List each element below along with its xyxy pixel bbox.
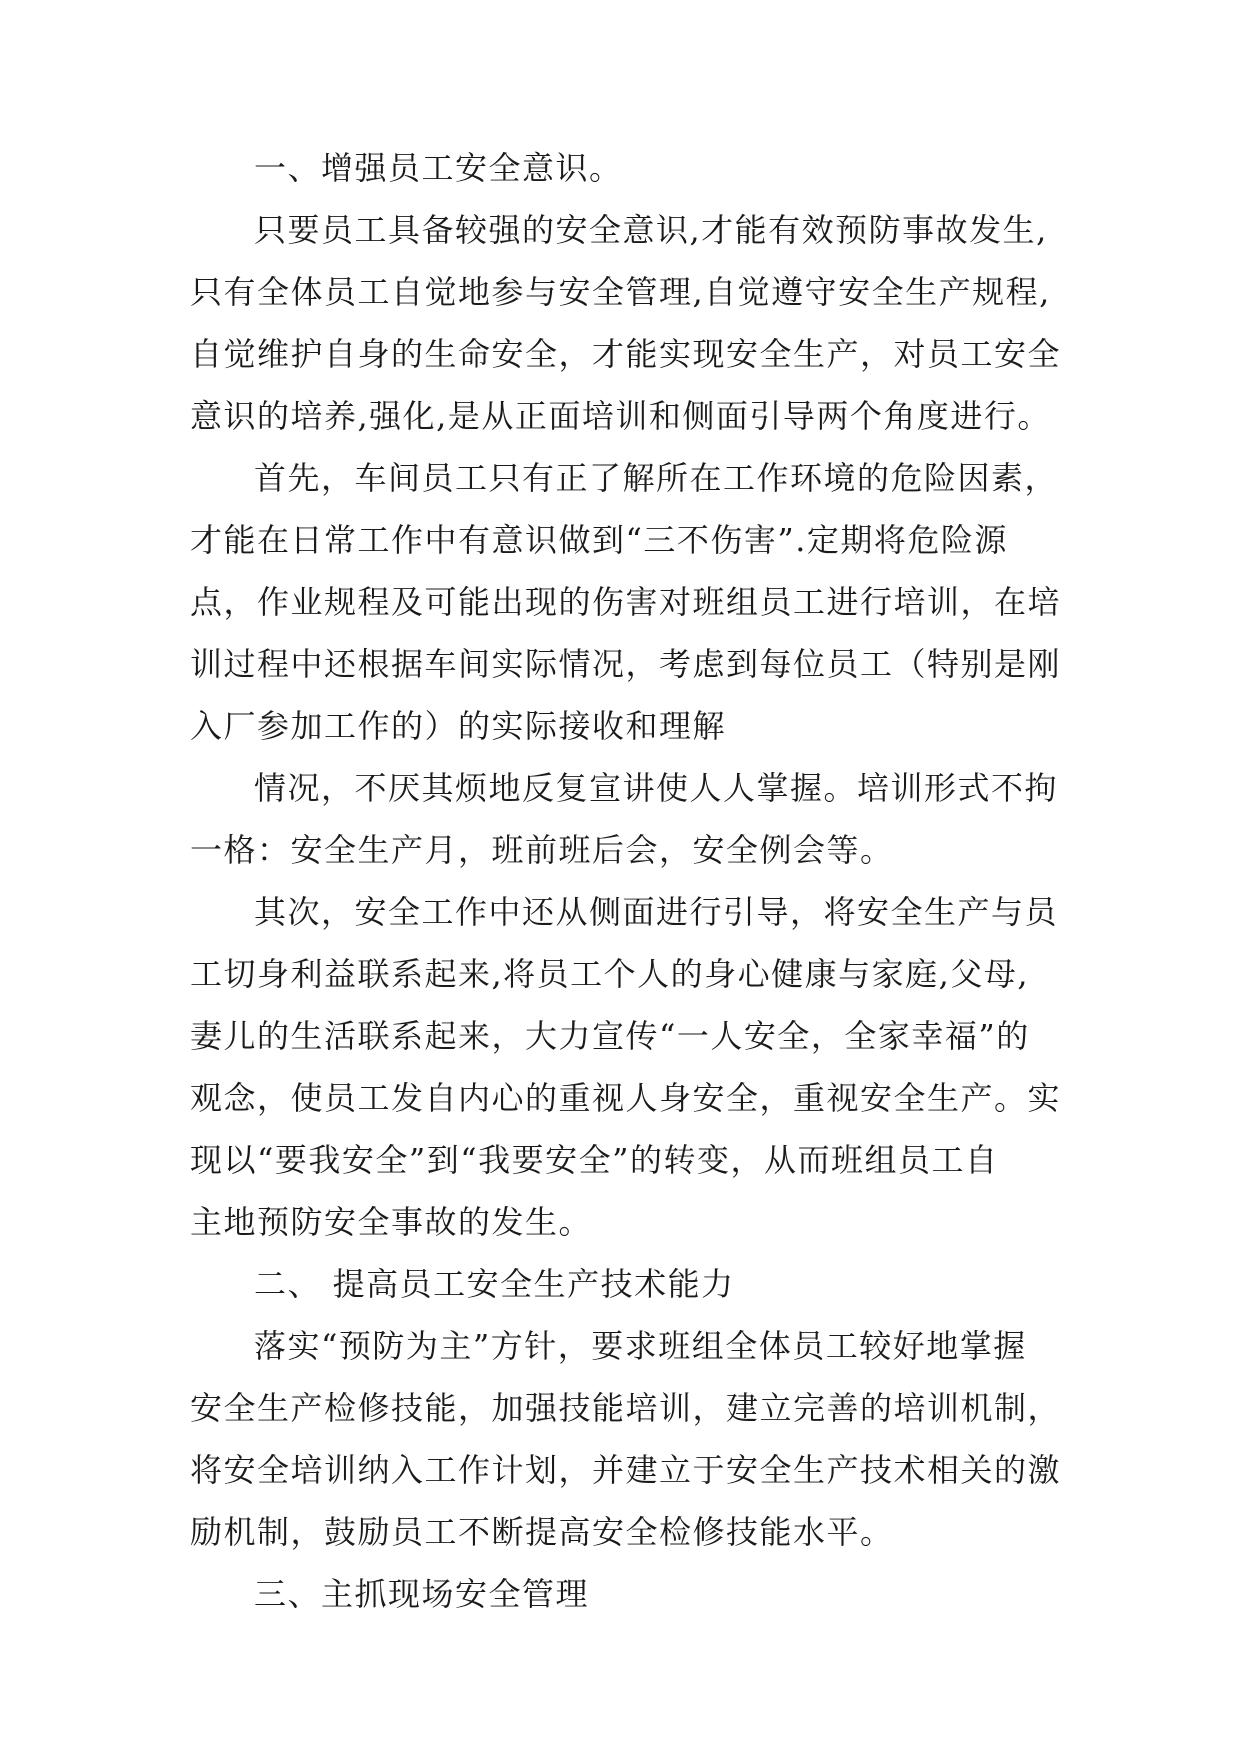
paragraph-line: 主地预防安全事故的发生。 — [190, 1203, 593, 1241]
section-heading-3: 三、主抓现场安全管理 — [254, 1575, 590, 1613]
paragraph-line: 将安全培训纳入工作计划，并建立于安全生产技术相关的激 — [190, 1451, 1062, 1489]
paragraph-line: 首先，车间员工只有正了解所在工作环境的危险因素， — [254, 459, 1059, 497]
paragraph-line: 一格：安全生产月，班前班后会，安全例会等。 — [190, 831, 894, 869]
paragraph-line: 意识的培养,强化,是从正面培训和侧面引导两个角度进行。 — [190, 397, 1051, 435]
paragraph-line: 点，作业规程及可能出现的伤害对班组员工进行培训，在培 — [190, 583, 1062, 621]
paragraph-line: 妻儿的生活联系起来，大力宣传“一人安全，全家幸福”的 — [190, 1017, 1030, 1055]
paragraph-line: 训过程中还根据车间实际情况，考虑到每位员工（特别是刚 — [190, 645, 1062, 683]
paragraph-line: 才能在日常工作中有意识做到“三不伤害”.定期将危险源 — [190, 521, 1008, 559]
paragraph-line: 安全生产检修技能，加强技能培训，建立完善的培训机制， — [190, 1389, 1062, 1427]
paragraph-line: 入厂参加工作的）的实际接收和理解 — [190, 707, 727, 745]
paragraph-line: 其次，安全工作中还从侧面进行引导，将安全生产与员 — [254, 893, 1059, 931]
paragraph-line: 只有全体员工自觉地参与安全管理,自觉遵守安全生产规程, — [190, 273, 1051, 311]
paragraph-line: 观念，使员工发自内心的重视人身安全，重视安全生产。实 — [190, 1079, 1062, 1117]
paragraph-line: 现以“要我安全”到“我要安全”的转变，从而班组员工自 — [190, 1141, 999, 1179]
section-heading-1: 一、增强员工安全意识。 — [254, 149, 623, 187]
paragraph-line: 自觉维护自身的生命安全，才能实现安全生产，对员工安全 — [190, 335, 1062, 373]
paragraph-line: 落实“预防为主”方针，要求班组全体员工较好地掌握 — [254, 1327, 1027, 1365]
paragraph-line: 励机制，鼓励员工不断提高安全检修技能水平。 — [190, 1513, 894, 1551]
paragraph-line: 只要员工具备较强的安全意识,才能有效预防事故发生, — [254, 211, 1048, 249]
section-heading-2: 二、 提高员工安全生产技术能力 — [254, 1265, 735, 1303]
paragraph-line: 工切身利益联系起来,将员工个人的身心健康与家庭,父母, — [190, 955, 1030, 993]
paragraph-line: 情况，不厌其烦地反复宣讲使人人掌握。培训形式不拘 — [254, 769, 1059, 807]
